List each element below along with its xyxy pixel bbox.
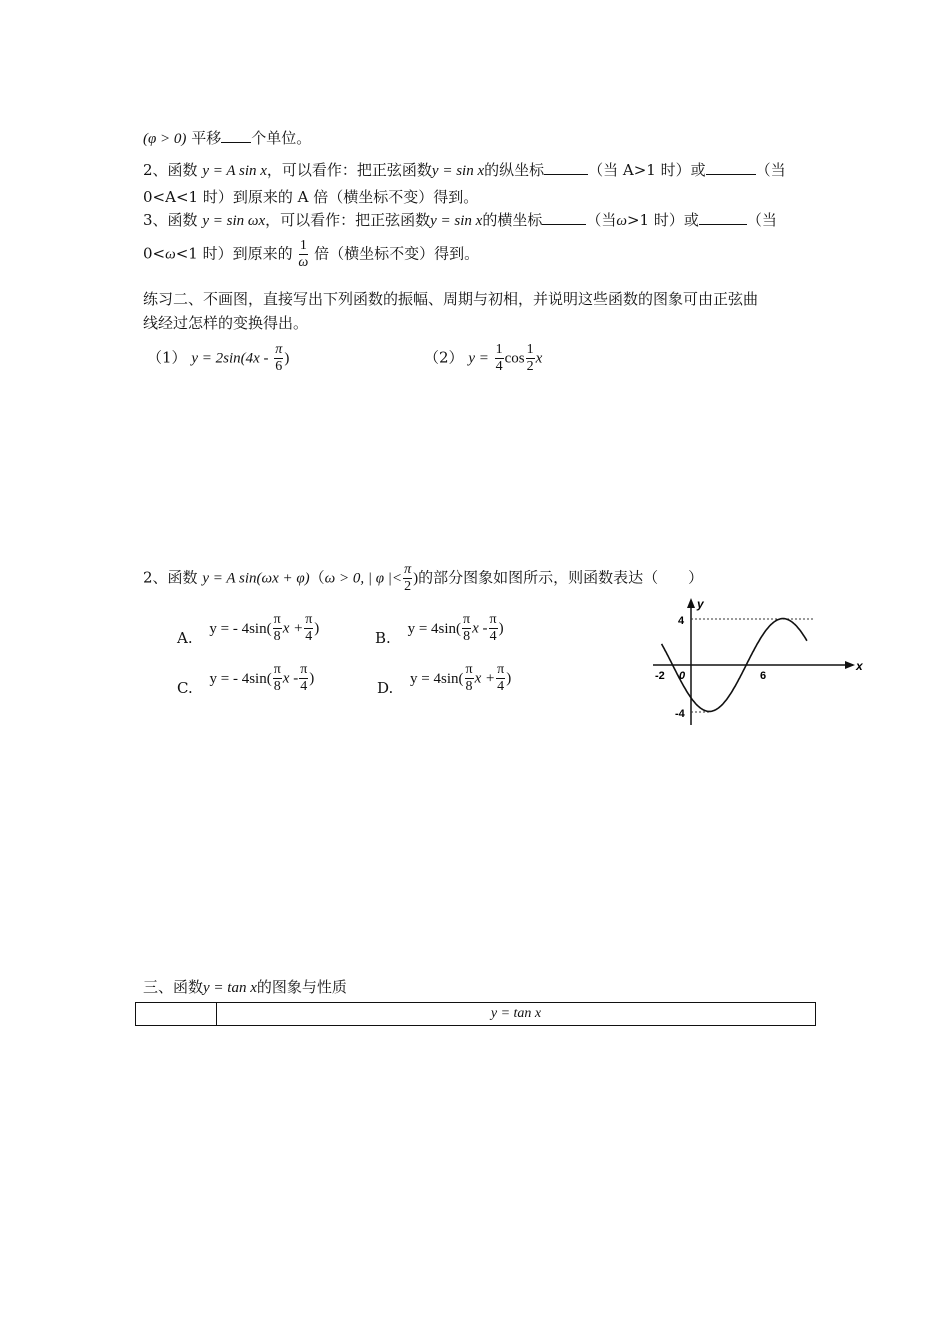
denominator: 4 [495, 359, 503, 374]
line-phase-shift [143, 127, 311, 148]
item-3-period [143, 209, 777, 230]
text: （当 [746, 211, 777, 229]
numerator: π [404, 562, 412, 577]
denominator: ω [298, 255, 309, 270]
formula-a-sin-x: y = A sin x [202, 163, 267, 179]
formula: ) [309, 670, 315, 687]
formula-sin-omega-x: y = sin ωx [202, 213, 266, 229]
denominator: 4 [497, 679, 505, 694]
denominator: 8 [463, 629, 471, 644]
x-axis-arrow [845, 661, 855, 669]
item-2-amplitude [143, 159, 786, 180]
answer-blank[interactable] [706, 173, 756, 175]
exercise-label: （1） [147, 348, 187, 367]
fraction [496, 662, 505, 695]
option-b[interactable] [375, 612, 504, 645]
fraction [465, 662, 474, 695]
item-number: 2、函数 [143, 161, 198, 179]
fraction [304, 612, 313, 645]
formula: y = 4sin( [407, 620, 462, 637]
item-3-continued [143, 238, 479, 271]
fraction [462, 612, 471, 645]
text: （ [309, 568, 325, 587]
fraction-one-over-omega [298, 238, 308, 271]
option-c[interactable] [177, 662, 314, 695]
text: 的纵坐标 [484, 161, 545, 179]
denominator: 4 [489, 629, 497, 644]
formula: ) [314, 620, 320, 637]
tick-4: 4 [678, 615, 685, 627]
exercise-1 [147, 342, 289, 375]
cos: cos [504, 350, 525, 367]
formula: ) [506, 670, 512, 687]
text: （当 [586, 211, 617, 229]
numerator: 1 [495, 342, 503, 357]
tick-neg2: -2 [655, 670, 665, 682]
denominator: 4 [300, 679, 308, 694]
item-number: 3、函数 [143, 211, 198, 229]
formula: x [535, 350, 543, 367]
text: ，可以看作：把正弦函数 [265, 211, 431, 229]
fraction-one-quarter [495, 342, 504, 375]
formula: x + [474, 670, 496, 687]
formula: y = - 4sin( [209, 670, 272, 687]
exercise-2 [424, 342, 542, 375]
x-axis-label: x [856, 659, 863, 673]
text-units: 个单位。 [251, 129, 312, 147]
formula: ) [284, 350, 290, 367]
denominator: 8 [273, 679, 281, 694]
numerator: π [497, 662, 505, 677]
text-shift: 平移 [191, 129, 222, 147]
formula: y = 4sin( [410, 670, 464, 687]
table-header-tan: y = tan x [217, 1003, 816, 1026]
denominator: 4 [305, 629, 313, 644]
option-letter: A. [177, 628, 193, 647]
text: >1 时）或 [626, 211, 699, 229]
formula: y = A sin(ωx + φ) [202, 570, 310, 587]
formula-condition: ω > 0, | φ |< [324, 570, 403, 587]
formula: x + [282, 620, 304, 637]
denominator: 2 [404, 579, 412, 594]
denominator: 6 [275, 359, 283, 374]
y-axis-label: y [697, 597, 704, 611]
fraction-pi-over-2 [403, 562, 412, 595]
formula: x - [282, 670, 299, 687]
tan-properties-table [135, 1002, 816, 1026]
fraction [489, 612, 498, 645]
denominator: 8 [465, 679, 473, 694]
numerator: π [273, 662, 281, 677]
formula-tan-x: y = tan x [203, 980, 257, 996]
option-a[interactable] [177, 612, 319, 645]
item-2-continued: 0<A<1 时）到原来的 A 倍（横坐标不变）得到。 [143, 188, 479, 206]
text: 的图象与性质 [256, 978, 347, 996]
denominator: 8 [273, 629, 281, 644]
numerator: π [465, 662, 473, 677]
sine-graph [645, 595, 875, 730]
numerator: 1 [526, 342, 534, 357]
text: 的横坐标 [482, 211, 543, 229]
option-letter: B. [375, 628, 391, 647]
text: ) [413, 570, 419, 587]
answer-blank[interactable] [542, 223, 586, 225]
text: ，可以看作：把正弦函数 [266, 161, 432, 179]
question-2 [143, 562, 703, 595]
tick-neg4: -4 [675, 708, 685, 720]
tick-0: 0 [679, 670, 686, 682]
y-axis-arrow [687, 598, 695, 608]
formula: y = - 4sin( [209, 620, 272, 637]
option-d[interactable] [377, 662, 511, 695]
fraction [299, 662, 308, 695]
omega-symbol: ω [165, 246, 176, 263]
fraction [273, 612, 282, 645]
tick-6: 6 [760, 670, 767, 682]
formula: ) [498, 620, 504, 637]
numerator: π [300, 662, 308, 677]
text: <1 时）到原来的 [175, 244, 293, 263]
answer-blank[interactable] [221, 141, 251, 143]
text: 0< [143, 244, 166, 263]
text: （当 A>1 时）或 [588, 161, 706, 179]
question-number: 2、函数 [143, 568, 198, 587]
answer-blank[interactable] [544, 173, 588, 175]
phi-condition-math: φ > 0) [148, 131, 187, 147]
exercise-2-instruction: 练习二、不画图，直接写出下列函数的振幅、周期与初相，并说明这些函数的图象可由正弦曲 [143, 290, 759, 308]
fraction-pi-over-6 [274, 342, 283, 375]
numerator: π [305, 612, 313, 627]
option-letter: D. [377, 678, 394, 697]
text: 的部分图象如图所示，则函数表达（ ） [418, 568, 704, 587]
numerator: π [489, 612, 497, 627]
formula-sin-x: y = sin x [431, 163, 485, 179]
answer-blank[interactable] [699, 223, 747, 225]
formula: y = 2sin(4x - [191, 350, 269, 367]
table-cell-empty [136, 1003, 217, 1026]
formula-sin-x: y = sin x [430, 213, 483, 229]
fraction-one-half [526, 342, 535, 375]
text: 倍（横坐标不变）得到。 [314, 244, 480, 263]
phi-condition: ( [143, 131, 148, 147]
omega-symbol: ω [616, 213, 627, 229]
numerator: π [463, 612, 471, 627]
formula: x - [472, 620, 488, 637]
fraction [273, 662, 282, 695]
section-3-title [143, 976, 347, 997]
numerator: π [275, 342, 283, 357]
formula: y = [468, 350, 489, 367]
exercise-2-instruction-cont: 线经过怎样的变换得出。 [143, 314, 309, 332]
numerator: 1 [299, 238, 307, 253]
table-row [136, 1003, 816, 1026]
text: （当 [755, 161, 786, 179]
exercise-label: （2） [424, 348, 464, 367]
denominator: 2 [526, 359, 534, 374]
text: 三、函数 [143, 978, 204, 996]
option-letter: C. [177, 678, 193, 697]
numerator: π [273, 612, 281, 627]
